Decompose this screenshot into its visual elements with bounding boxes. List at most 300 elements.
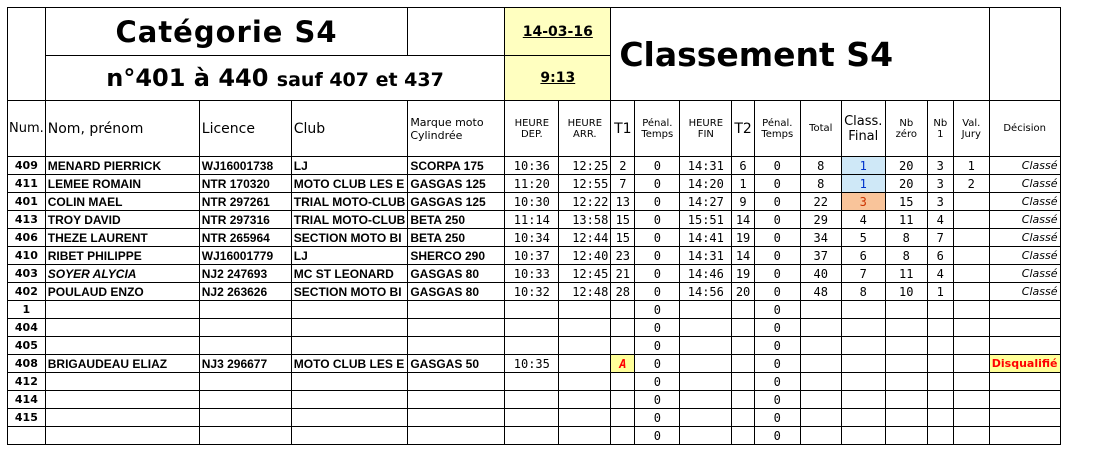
row-club: TRIAL MOTO-CLUB [291, 211, 408, 229]
row-zero [885, 427, 927, 445]
row-zero [885, 337, 927, 355]
row-pen2: 0 [754, 211, 800, 229]
row-arr: 12:44 [559, 229, 611, 247]
row-dep [505, 301, 559, 319]
row-name: BRIGAUDEAU ELIAZ [45, 355, 199, 373]
row-num: 414 [8, 391, 46, 409]
row-licence [199, 373, 291, 391]
row-zero: 8 [885, 247, 927, 265]
row-pen2: 0 [754, 283, 800, 301]
col-arr [559, 101, 611, 157]
row-nb1 [927, 319, 953, 337]
row-t2: 19 [732, 265, 754, 283]
col-decision: Décision [989, 101, 1060, 157]
row-pen1: 0 [635, 391, 680, 409]
row-moto [408, 301, 505, 319]
results-table [7, 7, 1061, 445]
row-decision: Classé [989, 157, 1060, 175]
row-t2: 19 [732, 229, 754, 247]
row-decision: Classé [989, 229, 1060, 247]
row-arr: 12:22 [559, 193, 611, 211]
row-fin [680, 373, 732, 391]
row-pen1: 0 [635, 211, 680, 229]
col-val-line2: Jury [961, 128, 981, 140]
row-dep [505, 409, 559, 427]
row-t2: 20 [732, 283, 754, 301]
row-licence [199, 427, 291, 445]
table-row [8, 319, 1061, 337]
row-arr [559, 301, 611, 319]
row-val [953, 283, 989, 301]
row-arr [559, 319, 611, 337]
row-decision [989, 337, 1060, 355]
row-fin: 14:46 [680, 265, 732, 283]
col-pen1 [635, 101, 680, 157]
row-dep: 10:32 [505, 283, 559, 301]
row-arr [559, 391, 611, 409]
row-name: THEZE LAURENT [45, 229, 199, 247]
row-total: 34 [800, 229, 841, 247]
row-arr [559, 373, 611, 391]
row-class [841, 355, 885, 373]
row-licence [199, 319, 291, 337]
row-dep [505, 391, 559, 409]
row-nb1: 4 [927, 211, 953, 229]
row-arr [559, 409, 611, 427]
row-zero: 15 [885, 193, 927, 211]
row-name [45, 373, 199, 391]
table-row [8, 373, 1061, 391]
col-arr-line1: HEURE [567, 117, 603, 129]
row-nb1: 1 [927, 283, 953, 301]
col-pen2-line2: Temps [761, 128, 794, 140]
row-licence [199, 391, 291, 409]
row-total: 22 [800, 193, 841, 211]
row-fin [680, 337, 732, 355]
row-total: 8 [800, 175, 841, 193]
row-moto [408, 427, 505, 445]
table-row [8, 337, 1061, 355]
col-club: Club [291, 101, 408, 157]
row-fin: 14:41 [680, 229, 732, 247]
row-t1: 23 [611, 247, 635, 265]
col-pen1-line2: Temps [641, 128, 674, 140]
row-name: SOYER ALYCIA [45, 265, 199, 283]
col-class [841, 101, 885, 157]
row-t2 [732, 337, 754, 355]
row-decision: Classé [989, 283, 1060, 301]
row-t1 [611, 391, 635, 409]
row-fin [680, 355, 732, 373]
row-pen2: 0 [754, 409, 800, 427]
row-pen2: 0 [754, 391, 800, 409]
table-row [8, 247, 1061, 265]
row-val [953, 265, 989, 283]
row-licence: NTR 170320 [199, 175, 291, 193]
col-t1: T1 [611, 101, 635, 157]
table-row [8, 391, 1061, 409]
col-zero [885, 101, 927, 157]
row-name: TROY DAVID [45, 211, 199, 229]
row-nb1: 6 [927, 247, 953, 265]
row-fin: 14:31 [680, 247, 732, 265]
row-val [953, 373, 989, 391]
row-nb1 [927, 301, 953, 319]
row-moto [408, 373, 505, 391]
row-arr [559, 427, 611, 445]
col-fin-line2: FIN [697, 128, 714, 140]
row-t1 [611, 373, 635, 391]
row-moto [408, 391, 505, 409]
row-t2 [732, 391, 754, 409]
row-total [800, 301, 841, 319]
col-licence: Licence [199, 101, 291, 157]
row-t2 [732, 373, 754, 391]
col-dep [505, 101, 559, 157]
row-pen1: 0 [635, 373, 680, 391]
row-licence [199, 409, 291, 427]
row-club [291, 391, 408, 409]
row-pen1: 0 [635, 265, 680, 283]
row-t2: 14 [732, 247, 754, 265]
row-decision: Classé [989, 193, 1060, 211]
row-arr: 13:58 [559, 211, 611, 229]
row-fin: 14:27 [680, 193, 732, 211]
row-t1 [611, 427, 635, 445]
row-fin [680, 427, 732, 445]
sheet-time: 9:13 [505, 56, 611, 101]
row-club [291, 301, 408, 319]
row-class [841, 373, 885, 391]
row-licence: NTR 297316 [199, 211, 291, 229]
row-club: SECTION MOTO BI [291, 283, 408, 301]
row-zero [885, 301, 927, 319]
header-right-cell [989, 8, 1060, 101]
col-dep-line2: DEP. [520, 128, 543, 140]
row-pen2: 0 [754, 337, 800, 355]
row-name [45, 391, 199, 409]
row-licence [199, 301, 291, 319]
range-title [45, 56, 505, 101]
row-t2 [732, 427, 754, 445]
col-pen2 [754, 101, 800, 157]
row-total: 48 [800, 283, 841, 301]
row-licence [199, 337, 291, 355]
row-val [953, 229, 989, 247]
col-moto-line1: Marque moto [410, 115, 484, 129]
row-name [45, 319, 199, 337]
row-zero: 20 [885, 175, 927, 193]
row-num: 409 [8, 157, 46, 175]
row-class [841, 427, 885, 445]
col-arr-line2: ARR. [573, 128, 597, 140]
row-nb1 [927, 409, 953, 427]
row-num: 415 [8, 409, 46, 427]
table-row [8, 283, 1061, 301]
row-dep: 10:36 [505, 157, 559, 175]
row-num: 411 [8, 175, 46, 193]
row-dep: 10:30 [505, 193, 559, 211]
row-pen2: 0 [754, 319, 800, 337]
row-club: MOTO CLUB LES E [291, 355, 408, 373]
row-pen2: 0 [754, 229, 800, 247]
col-pen2-line1: Pénal. [762, 117, 793, 129]
col-moto-line2: Cylindrée [410, 128, 463, 142]
row-nb1: 3 [927, 175, 953, 193]
row-num: 408 [8, 355, 46, 373]
row-t1: 15 [611, 229, 635, 247]
row-t2: 6 [732, 157, 754, 175]
row-club: MOTO CLUB LES E [291, 175, 408, 193]
row-pen1: 0 [635, 229, 680, 247]
row-num: 413 [8, 211, 46, 229]
row-moto: GASGAS 125 [408, 175, 505, 193]
row-fin [680, 319, 732, 337]
row-zero [885, 373, 927, 391]
row-t1: 21 [611, 265, 635, 283]
row-pen1: 0 [635, 193, 680, 211]
row-club [291, 409, 408, 427]
row-total [800, 319, 841, 337]
col-zero-line2: zéro [895, 128, 917, 140]
row-val [953, 319, 989, 337]
row-pen2: 0 [754, 427, 800, 445]
row-val [953, 391, 989, 409]
table-row [8, 301, 1061, 319]
row-pen1: 0 [635, 409, 680, 427]
row-t2: 9 [732, 193, 754, 211]
row-num [8, 427, 46, 445]
row-val [953, 301, 989, 319]
row-arr [559, 355, 611, 373]
row-total [800, 391, 841, 409]
row-t1: 15 [611, 211, 635, 229]
row-club: MC ST LEONARD [291, 265, 408, 283]
row-val [953, 409, 989, 427]
row-t1 [611, 409, 635, 427]
row-moto: BETA 250 [408, 211, 505, 229]
row-fin [680, 301, 732, 319]
row-pen1: 0 [635, 319, 680, 337]
row-dep: 10:33 [505, 265, 559, 283]
row-class [841, 301, 885, 319]
row-decision [989, 427, 1060, 445]
row-total [800, 355, 841, 373]
row-nb1 [927, 373, 953, 391]
row-dep [505, 373, 559, 391]
row-dep: 11:20 [505, 175, 559, 193]
row-fin: 14:56 [680, 283, 732, 301]
row-dep: 10:35 [505, 355, 559, 373]
row-arr [559, 337, 611, 355]
row-name [45, 427, 199, 445]
row-nb1 [927, 355, 953, 373]
row-class: 1 [841, 175, 885, 193]
row-fin: 15:51 [680, 211, 732, 229]
row-moto: GASGAS 80 [408, 265, 505, 283]
row-moto: GASGAS 80 [408, 283, 505, 301]
row-t1 [611, 301, 635, 319]
row-club: SECTION MOTO BI [291, 229, 408, 247]
table-row [8, 157, 1061, 175]
row-t2 [732, 409, 754, 427]
row-moto: GASGAS 125 [408, 193, 505, 211]
row-total: 8 [800, 157, 841, 175]
row-nb1 [927, 337, 953, 355]
row-t2 [732, 355, 754, 373]
row-nb1: 3 [927, 193, 953, 211]
row-moto [408, 337, 505, 355]
row-pen1: 0 [635, 301, 680, 319]
row-t2 [732, 319, 754, 337]
table-row [8, 265, 1061, 283]
row-dep: 10:34 [505, 229, 559, 247]
classement-title: Classement S4 [611, 8, 989, 101]
col-t2: T2 [732, 101, 754, 157]
row-class: 6 [841, 247, 885, 265]
row-moto: SHERCO 290 [408, 247, 505, 265]
row-club [291, 319, 408, 337]
row-val [953, 211, 989, 229]
category-title: Catégorie S4 [45, 8, 408, 56]
row-decision [989, 391, 1060, 409]
row-num: 404 [8, 319, 46, 337]
col-zero-line1: Nb [899, 117, 914, 129]
sheet-date: 14-03-16 [505, 8, 611, 56]
row-class [841, 409, 885, 427]
row-decision: Classé [989, 211, 1060, 229]
row-pen1: 0 [635, 337, 680, 355]
row-t1: 28 [611, 283, 635, 301]
row-moto: GASGAS 50 [408, 355, 505, 373]
col-val [953, 101, 989, 157]
table-row [8, 229, 1061, 247]
row-decision [989, 373, 1060, 391]
row-name: POULAUD ENZO [45, 283, 199, 301]
row-zero: 8 [885, 229, 927, 247]
row-class: 4 [841, 211, 885, 229]
row-pen1: 0 [635, 175, 680, 193]
row-class: 7 [841, 265, 885, 283]
col-nb1-line1: Nb [933, 117, 948, 129]
row-zero [885, 355, 927, 373]
row-pen2: 0 [754, 301, 800, 319]
row-num: 401 [8, 193, 46, 211]
row-class: 8 [841, 283, 885, 301]
row-pen1: 0 [635, 157, 680, 175]
header-empty-box [408, 8, 505, 56]
row-licence: NJ2 263626 [199, 283, 291, 301]
row-num: 403 [8, 265, 46, 283]
table-row [8, 409, 1061, 427]
row-num: 406 [8, 229, 46, 247]
col-class-line2: Final [848, 128, 879, 144]
range-sub: sauf 407 et 437 [276, 69, 444, 91]
row-fin: 14:31 [680, 157, 732, 175]
row-licence: NTR 297261 [199, 193, 291, 211]
row-club: LJ [291, 247, 408, 265]
row-licence: WJ16001738 [199, 157, 291, 175]
row-name: LEMEE ROMAIN [45, 175, 199, 193]
row-name [45, 337, 199, 355]
row-arr: 12:48 [559, 283, 611, 301]
row-club: LJ [291, 157, 408, 175]
row-pen2: 0 [754, 193, 800, 211]
row-dep: 10:37 [505, 247, 559, 265]
row-val [953, 355, 989, 373]
row-val [953, 337, 989, 355]
row-name: MENARD PIERRICK [45, 157, 199, 175]
row-zero [885, 409, 927, 427]
row-licence: NJ2 247693 [199, 265, 291, 283]
row-val [953, 427, 989, 445]
row-t2 [732, 301, 754, 319]
row-t1 [611, 319, 635, 337]
col-num: Num. [8, 101, 46, 157]
row-t2: 1 [732, 175, 754, 193]
row-arr: 12:55 [559, 175, 611, 193]
col-name: Nom, prénom [45, 101, 199, 157]
row-t1 [611, 337, 635, 355]
row-class [841, 391, 885, 409]
row-pen1: 0 [635, 283, 680, 301]
row-class: 3 [841, 193, 885, 211]
corner-cell [8, 8, 46, 101]
row-nb1 [927, 391, 953, 409]
row-val [953, 193, 989, 211]
row-pen2: 0 [754, 373, 800, 391]
row-arr: 12:25 [559, 157, 611, 175]
row-fin [680, 391, 732, 409]
row-nb1 [927, 427, 953, 445]
row-total [800, 409, 841, 427]
row-val: 1 [953, 157, 989, 175]
row-zero: 10 [885, 283, 927, 301]
row-dep: 11:14 [505, 211, 559, 229]
row-t2: 14 [732, 211, 754, 229]
row-licence: NJ3 296677 [199, 355, 291, 373]
row-val: 2 [953, 175, 989, 193]
row-pen1: 0 [635, 355, 680, 373]
row-dep [505, 427, 559, 445]
row-total [800, 337, 841, 355]
table-row [8, 193, 1061, 211]
col-moto [408, 101, 505, 157]
row-moto [408, 319, 505, 337]
row-t1: 7 [611, 175, 635, 193]
row-num: 410 [8, 247, 46, 265]
row-nb1: 4 [927, 265, 953, 283]
row-moto [408, 409, 505, 427]
row-total [800, 427, 841, 445]
row-club [291, 427, 408, 445]
row-name: COLIN MAEL [45, 193, 199, 211]
row-t1: 2 [611, 157, 635, 175]
row-licence: WJ16001779 [199, 247, 291, 265]
table-row [8, 427, 1061, 445]
row-class [841, 337, 885, 355]
row-arr: 12:40 [559, 247, 611, 265]
row-pen2: 0 [754, 247, 800, 265]
row-decision [989, 301, 1060, 319]
row-num: 1 [8, 301, 46, 319]
row-name [45, 301, 199, 319]
row-zero [885, 319, 927, 337]
row-total: 29 [800, 211, 841, 229]
row-pen2: 0 [754, 265, 800, 283]
row-num: 402 [8, 283, 46, 301]
row-val [953, 247, 989, 265]
